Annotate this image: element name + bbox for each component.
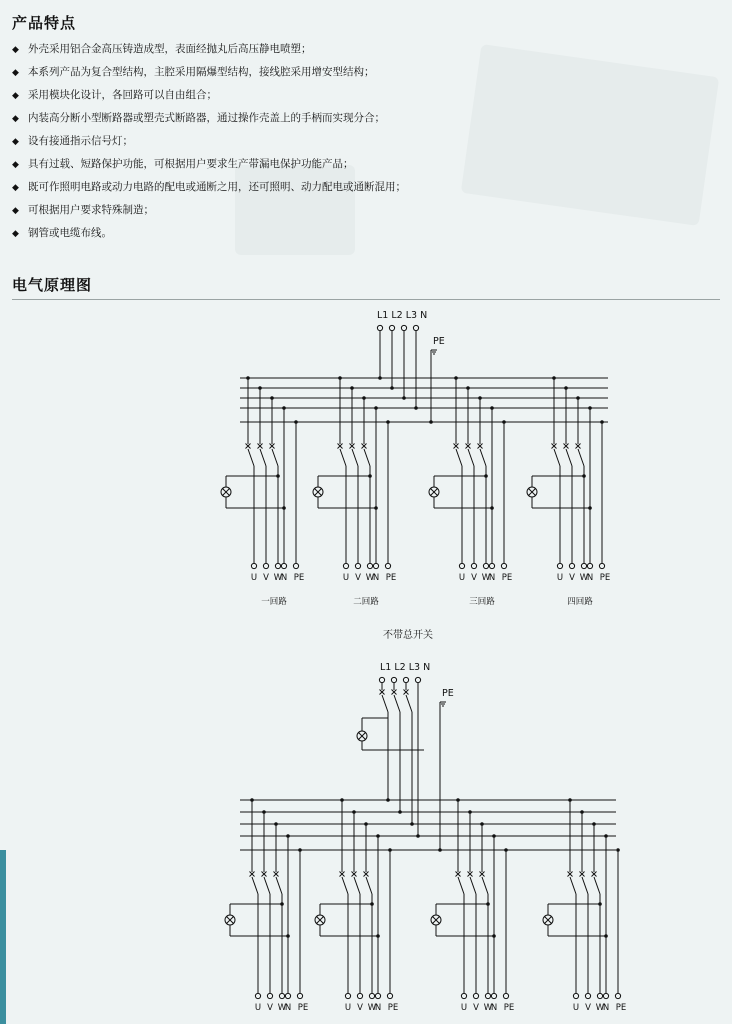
feature-item [12,65,406,88]
junction-dot [492,934,496,938]
terminal-circle [387,993,392,998]
terminal-circle [263,563,268,568]
feature-item [12,42,406,65]
terminal-circle [401,325,406,330]
indicator-lamp-icon [543,915,553,925]
terminal-circle [251,563,256,568]
branch-circuit-4 [527,376,610,607]
junction-dot [598,902,602,906]
terminal-label: W [483,1003,493,1013]
branch-circuit-2 [315,798,398,1024]
terminal-label: N [586,573,594,583]
breaker-blade [456,449,462,466]
terminal-circle [385,563,390,568]
terminal-circle [485,993,490,998]
feature-text: 外壳采用铝合金高压铸造成型，表面经抛丸后高压静电喷塑； [28,43,312,55]
breaker-blade [394,695,400,712]
terminal-label: U [342,573,350,583]
features-title: 产品特点 [12,14,77,32]
feature-item [12,111,406,134]
terminal-circle [483,563,488,568]
junction-dot [282,506,286,510]
terminal-circle [279,993,284,998]
schematic-diagrams [0,300,732,1024]
breaker-blade [260,449,266,466]
terminal-circle [285,993,290,998]
feature-item [12,88,406,111]
features-list [12,42,406,249]
terminal-label: U [344,1003,352,1013]
branch-circuit-4 [543,798,626,1024]
junction-dot [280,902,284,906]
terminal-label: U [572,1003,580,1013]
breaker-blade [578,449,584,466]
junction-dot [286,934,290,938]
terminal-circle [293,563,298,568]
breaker-blade [482,877,488,894]
supply-label: L1 L2 L3 N [380,662,431,673]
ground-symbol-icon [440,702,446,706]
circuit-label: 二回路 [353,597,379,607]
terminal-label: V [473,1003,479,1013]
terminal-circle [357,993,362,998]
terminal-label: V [585,1003,591,1013]
terminal-circle [391,677,396,682]
terminal-circle [267,993,272,998]
terminal-circle [503,993,508,998]
breaker-blade [264,877,270,894]
feature-text: 设有接通指示信号灯； [28,135,133,147]
breaker-blade [342,877,348,894]
terminal-label: N [280,573,288,583]
terminal-circle [489,563,494,568]
junction-dot [588,506,592,510]
branch-circuit-3 [429,376,512,607]
branch-circuit-1 [225,798,308,1024]
terminal-circle [459,563,464,568]
terminal-label: PE [615,1003,627,1013]
terminal-circle [403,677,408,682]
page-edge-accent [0,850,6,1024]
junction-dot [582,474,586,478]
feature-text: 具有过载、短路保护功能，可根据用户要求生产带漏电保护功能产品； [28,158,354,170]
terminal-circle [389,325,394,330]
bullet-icon: ◆ [12,91,19,101]
terminal-circle [501,563,506,568]
diagram-caption: 不带总开关 [383,630,433,641]
breaker-blade [272,449,278,466]
breaker-blade [354,877,360,894]
terminal-circle [255,993,260,998]
breaker-blade [340,449,346,466]
indicator-lamp-icon [315,915,325,925]
terminal-circle [557,563,562,568]
terminal-circle [413,325,418,330]
feature-text: 内装高分断小型断路器或塑壳式断路器，通过操作壳盖上的手柄而实现分合； [28,112,385,124]
breaker-blade [352,449,358,466]
junction-dot [486,902,490,906]
indicator-lamp-icon [357,731,367,741]
terminal-circle [597,993,602,998]
circuit-label: 四回路 [567,597,593,607]
terminal-label: PE [385,573,397,583]
feature-text: 既可作照明电路或动力电路的配电或通断之用，还可照明、动力配电或通断混用； [28,181,406,193]
circuit-label: 三回路 [469,597,495,607]
branch-circuit-2 [313,376,396,607]
indicator-lamp-icon [221,487,231,497]
junction-dot [604,934,608,938]
feature-item [12,157,406,180]
terminal-circle [415,677,420,682]
branch-circuit-1 [221,376,304,607]
breaker-blade [480,449,486,466]
terminal-label: U [460,1003,468,1013]
terminal-circle [573,993,578,998]
terminal-label: U [254,1003,262,1013]
indicator-lamp-icon [431,915,441,925]
schematic-0 [221,310,610,641]
terminal-circle [603,993,608,998]
breaker-blade [252,877,258,894]
breaker-blade [570,877,576,894]
terminal-label: N [488,573,496,583]
breaker-blade [566,449,572,466]
breaker-blade [594,877,600,894]
pe-label: PE [442,688,454,699]
terminal-circle [585,993,590,998]
terminal-circle [461,993,466,998]
terminal-label: W [277,1003,287,1013]
terminal-label: U [556,573,564,583]
feature-text: 本系列产品为复合型结构，主腔采用隔爆型结构，接线腔采用增安型结构； [28,66,375,78]
terminal-label: V [263,573,269,583]
breaker-blade [406,695,412,712]
terminal-label: PE [501,573,513,583]
terminal-label: N [284,1003,292,1013]
bullet-icon: ◆ [12,114,19,124]
terminal-circle [297,993,302,998]
terminal-label: W [365,573,375,583]
terminal-circle [569,563,574,568]
breaker-blade [366,877,372,894]
terminal-circle [599,563,604,568]
terminal-label: W [367,1003,377,1013]
terminal-label: PE [297,1003,309,1013]
ground-symbol-icon [431,350,437,354]
feature-item [12,226,406,249]
terminal-label: PE [293,573,305,583]
bullet-icon: ◆ [12,137,19,147]
terminal-label: N [374,1003,382,1013]
feature-item [12,134,406,157]
feature-text: 可根据用户要求特殊制造； [28,204,154,216]
bullet-icon: ◆ [12,68,19,78]
terminal-circle [587,563,592,568]
breaker-blade [248,449,254,466]
breaker-blade [364,449,370,466]
indicator-lamp-icon [527,487,537,497]
circuit-label: 一回路 [261,597,287,607]
terminal-label: N [372,573,380,583]
breaker-blade [276,877,282,894]
indicator-lamp-icon [313,487,323,497]
breaker-blade [554,449,560,466]
terminal-circle [471,563,476,568]
junction-dot [370,902,374,906]
terminal-label: W [595,1003,605,1013]
feature-item [12,203,406,226]
terminal-circle [373,563,378,568]
terminal-circle [379,677,384,682]
bullet-icon: ◆ [12,206,19,216]
terminal-circle [343,563,348,568]
bullet-icon: ◆ [12,183,19,193]
terminal-circle [491,993,496,998]
junction-dot [276,474,280,478]
background-photo-product [461,44,720,226]
terminal-label: W [273,573,283,583]
terminal-circle [367,563,372,568]
terminal-label: V [267,1003,273,1013]
terminal-label: N [490,1003,498,1013]
breaker-blade [582,877,588,894]
feature-text: 采用模块化设计，各回路可以自由组合； [28,89,217,101]
supply-label: L1 L2 L3 N [377,310,428,321]
breaker-blade [458,877,464,894]
bullet-icon: ◆ [12,160,19,170]
bullet-icon: ◆ [12,229,19,239]
terminal-circle [345,993,350,998]
junction-dot [490,506,494,510]
breaker-blade [382,695,388,712]
feature-text: 钢管或电缆布线。 [28,227,112,239]
terminal-label: N [602,1003,610,1013]
schematic-1 [225,662,626,1024]
bullet-icon: ◆ [12,45,19,55]
terminal-label: W [579,573,589,583]
indicator-lamp-icon [429,487,439,497]
terminal-label: V [471,573,477,583]
branch-circuit-3 [431,798,514,1024]
junction-dot [484,474,488,478]
junction-dot [376,934,380,938]
junction-dot [374,506,378,510]
feature-item [12,180,406,203]
terminal-circle [473,993,478,998]
terminal-label: U [250,573,258,583]
terminal-circle [615,993,620,998]
terminal-label: V [357,1003,363,1013]
terminal-circle [581,563,586,568]
terminal-circle [375,993,380,998]
terminal-label: V [569,573,575,583]
terminal-circle [369,993,374,998]
terminal-circle [377,325,382,330]
diagram-title: 电气原理图 [12,276,93,294]
pe-label: PE [433,336,445,347]
terminal-label: PE [387,1003,399,1013]
terminal-label: V [355,573,361,583]
junction-dot [368,474,372,478]
terminal-circle [275,563,280,568]
terminal-label: PE [503,1003,515,1013]
breaker-blade [468,449,474,466]
terminal-circle [355,563,360,568]
terminal-circle [281,563,286,568]
terminal-label: W [481,573,491,583]
indicator-lamp-icon [225,915,235,925]
terminal-label: U [458,573,466,583]
terminal-label: PE [599,573,611,583]
breaker-blade [470,877,476,894]
